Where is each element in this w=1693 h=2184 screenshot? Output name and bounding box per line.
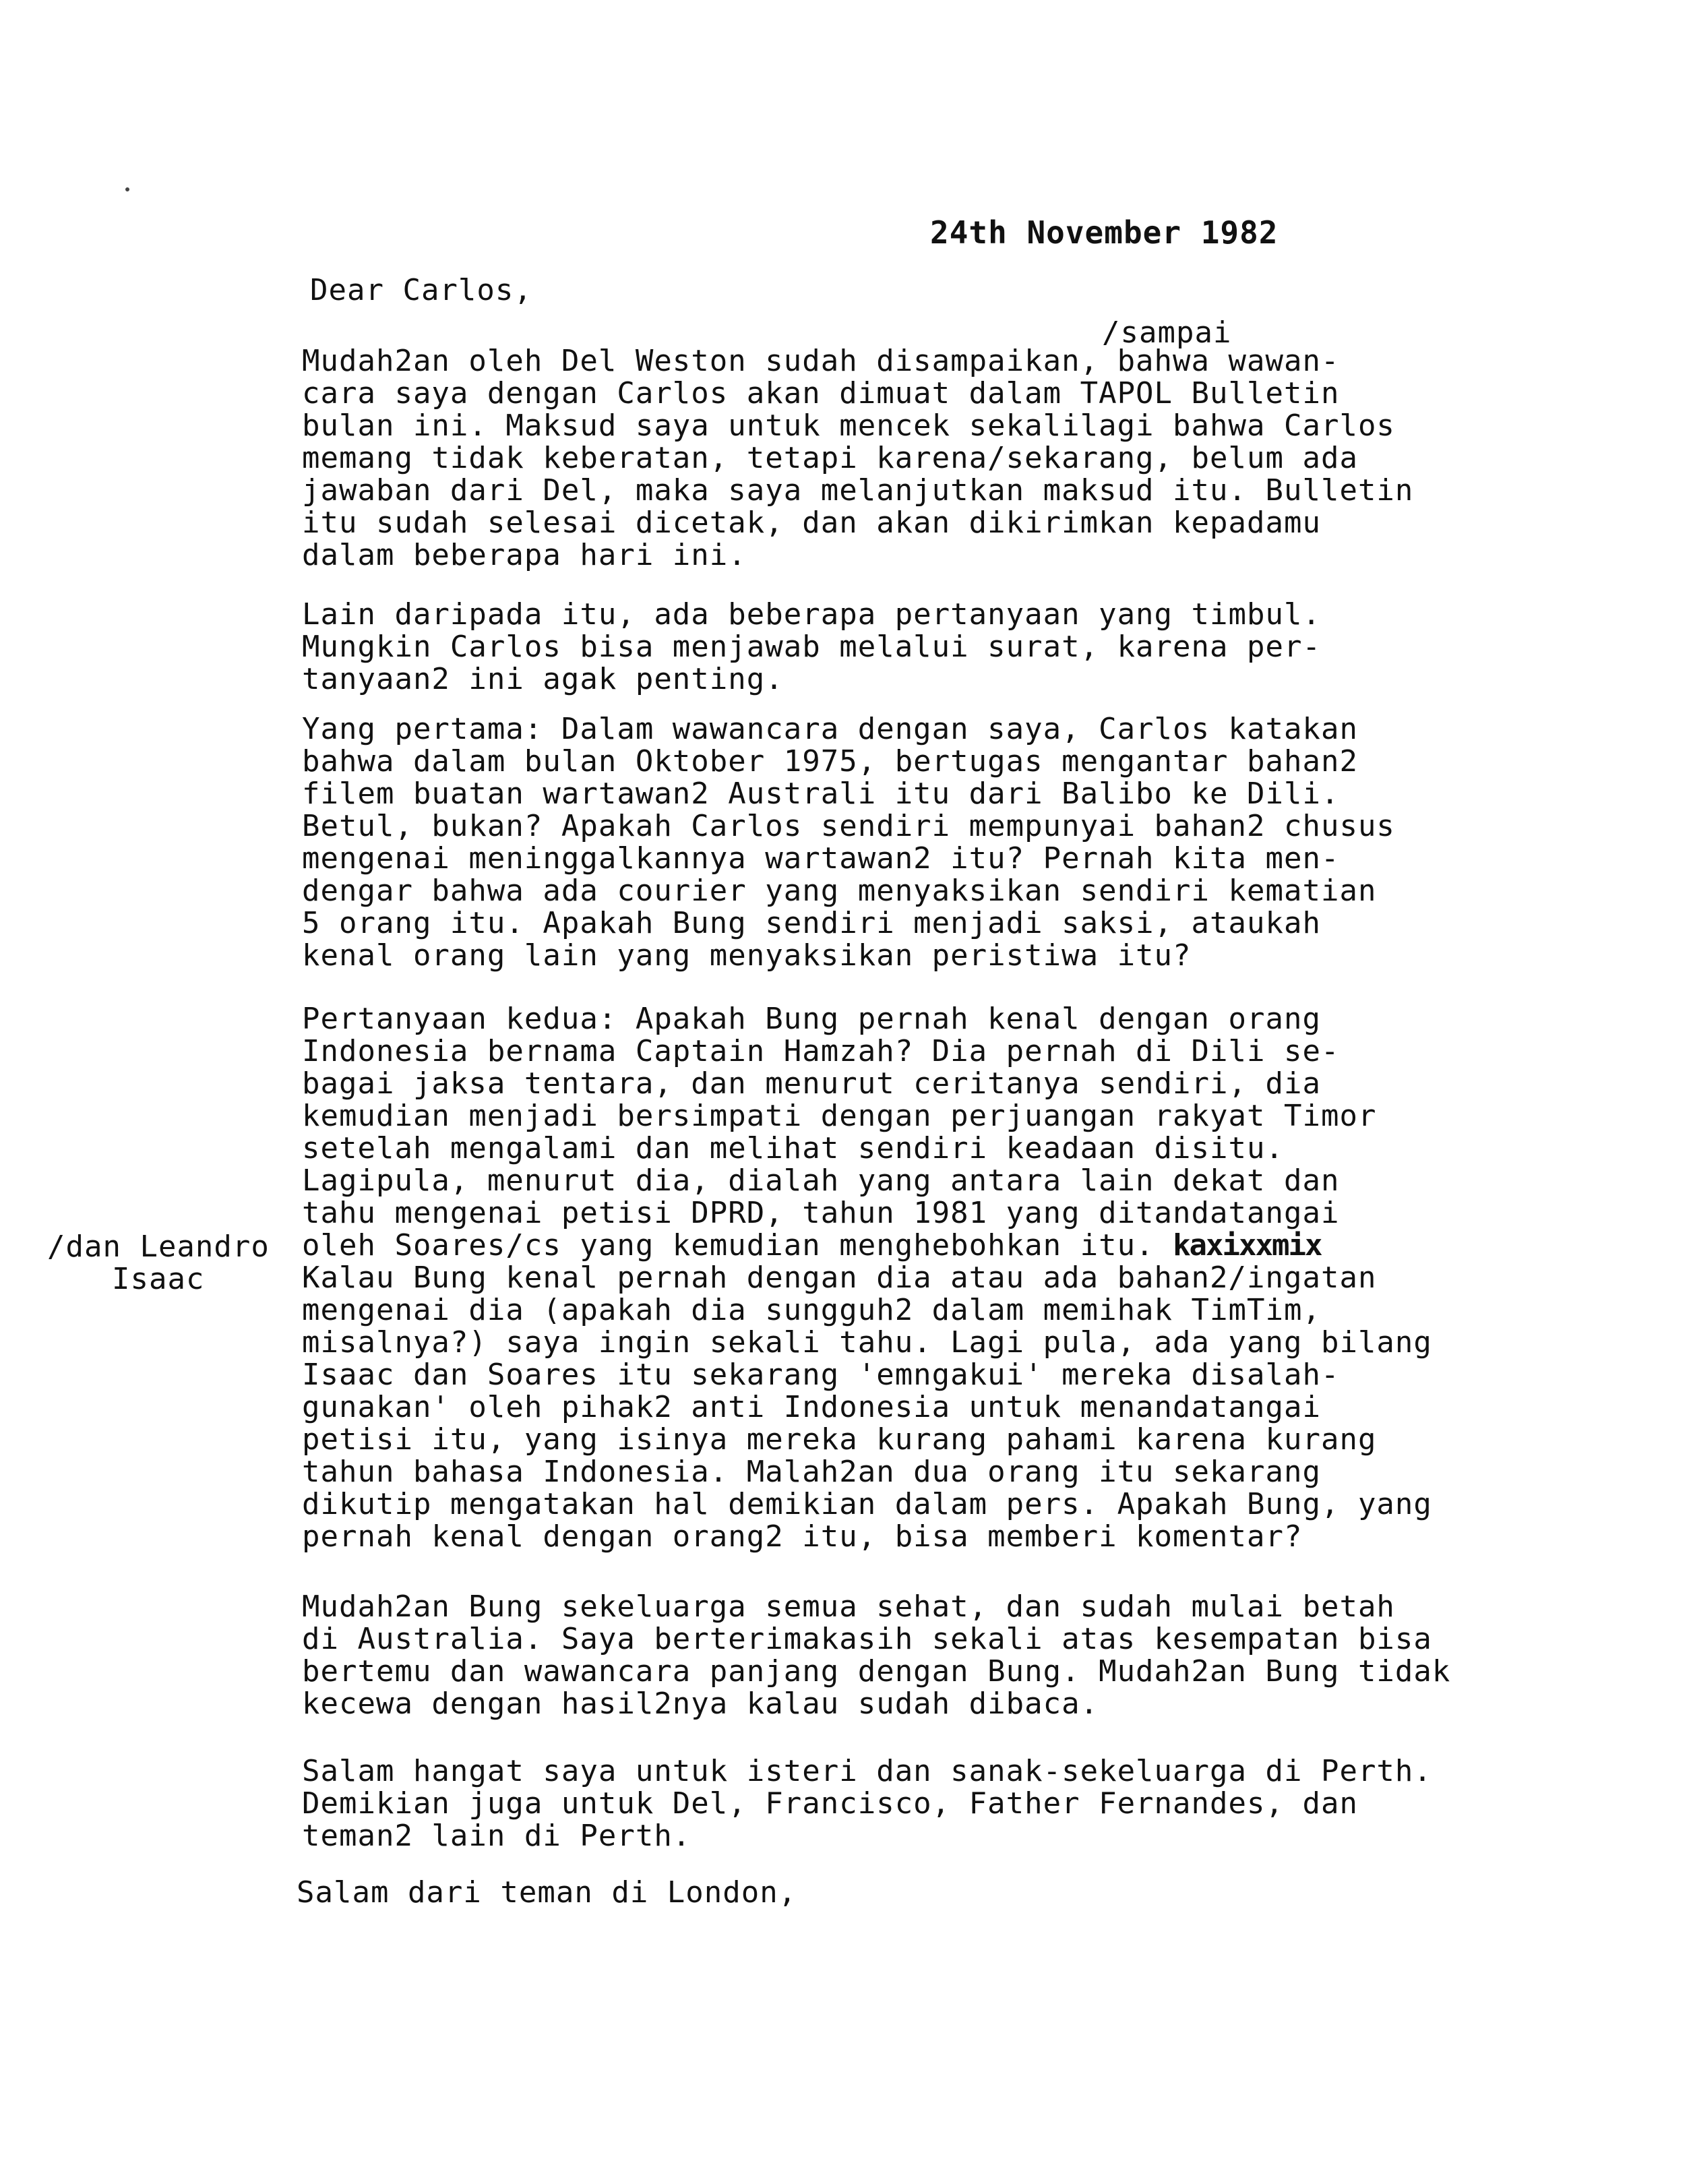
text-line: Indonesia bernama Captain Hamzah? Dia pernah di Dili se-	[302, 1034, 1340, 1068]
paragraph-3	[302, 713, 1636, 972]
text-line: cara saya dengan Carlos akan dimuat dalam TAPOL Bulletin	[302, 376, 1340, 411]
text-line: mengenai meninggalkannya wartawan2 itu? Pernah kita men-	[302, 841, 1340, 876]
margin-note-line: Isaac	[112, 1262, 205, 1296]
text-line: itu sudah selesai dicetak, dan akan dikirimkan kepadamu	[302, 506, 1321, 540]
letter-date: 24th November 1982	[930, 214, 1279, 251]
text-line: Demikian juga untuk Del, Francisco, Father Fernandes, dan	[302, 1786, 1358, 1821]
text-line: Lain daripada itu, ada beberapa pertanyaan yang timbul.	[302, 597, 1321, 632]
text-line: Pertanyaan kedua: Apakah Bung pernah kenal dengan orang	[302, 1002, 1321, 1036]
text-line: tahu mengenai petisi DPRD, tahun 1981 yang ditandatangai	[302, 1196, 1340, 1230]
handwritten-insertion: /sampai	[1102, 315, 1232, 350]
paragraph-4	[302, 1003, 1636, 1553]
text-line: Yang pertama: Dalam wawancara dengan saya, Carlos katakan	[302, 712, 1358, 746]
closing: Salam dari teman di London,	[297, 1875, 797, 1910]
text-line: di Australia. Saya berterimakasih sekali atas kesempatan bisa	[302, 1622, 1432, 1656]
text-line: dengar bahwa ada courier yang menyaksikan sendiri kematian	[302, 874, 1377, 908]
text-line-with-strikeover	[302, 1230, 1636, 1262]
text-line: Mungkin Carlos bisa menjawab melalui surat, karena per-	[302, 630, 1321, 664]
margin-note-line: /dan Leandro	[47, 1230, 270, 1264]
text-line: bagai jaksa tentara, dan menurut ceritanya sendiri, dia	[302, 1066, 1321, 1101]
margin-note	[47, 1231, 270, 1296]
text-segment: oleh Soares/cs yang kemudian menghebohkan itu.	[302, 1228, 1155, 1263]
text-line: Salam hangat saya untuk isteri dan sanak-sekeluarga di Perth.	[302, 1754, 1432, 1788]
text-line: dikutip mengatakan hal demikian dalam pers. Apakah Bung, yang	[302, 1487, 1432, 1521]
text-line: tahun bahasa Indonesia. Malah2an dua orang itu sekarang	[302, 1455, 1321, 1489]
paragraph-5	[302, 1591, 1636, 1720]
text-line: dalam beberapa hari ini.	[302, 538, 747, 572]
paragraph-6	[302, 1755, 1636, 1852]
text-line: gunakan' oleh pihak2 anti Indonesia untuk menandatangai	[302, 1390, 1321, 1424]
text-line: Lagipula, menurut dia, dialah yang antara lain dekat dan	[302, 1163, 1340, 1198]
text-line: petisi itu, yang isinya mereka kurang pahami karena kurang	[302, 1422, 1377, 1457]
text-line: kemudian menjadi bersimpati dengan perjuangan rakyat Timor	[302, 1099, 1377, 1133]
struck-over-text: kaxixxmix	[1173, 1228, 1322, 1263]
text-line: filem buatan wartawan2 Australi itu dari Balibo ke Dili.	[302, 777, 1340, 811]
text-line: Mudah2an oleh Del Weston sudah disampaikan, bahwa wawan-	[302, 344, 1340, 378]
text-line: kecewa dengan hasil2nya kalau sudah dibaca.	[302, 1687, 1099, 1721]
text-line: kenal orang lain yang menyaksikan peristiwa itu?	[302, 938, 1192, 973]
text-line: Isaac dan Soares itu sekarang 'emngakui' mereka disalah-	[302, 1358, 1340, 1392]
text-line: Mudah2an Bung sekeluarga semua sehat, dan sudah mulai betah	[302, 1589, 1395, 1624]
text-line: teman2 lain di Perth.	[302, 1819, 691, 1853]
text-line: mengenai dia (apakah dia sungguh2 dalam memihak TimTim,	[302, 1293, 1321, 1327]
text-line: bulan ini. Maksud saya untuk mencek sekalilagi bahwa Carlos	[302, 408, 1395, 443]
text-line: misalnya?) saya ingin sekali tahu. Lagi pula, ada yang bilang	[302, 1325, 1432, 1360]
text-line: 5 orang itu. Apakah Bung sendiri menjadi saksi, ataukah	[302, 906, 1321, 940]
text-line: jawaban dari Del, maka saya melanjutkan maksud itu. Bulletin	[302, 473, 1414, 508]
text-line: setelah mengalami dan melihat sendiri keadaan disitu.	[302, 1131, 1284, 1165]
text-line: Kalau Bung kenal pernah dengan dia atau ada bahan2/ingatan	[302, 1261, 1377, 1295]
text-line: bahwa dalam bulan Oktober 1975, bertugas mengantar bahan2	[302, 744, 1358, 779]
paragraph-2	[302, 599, 1636, 696]
text-line: bertemu dan wawancara panjang dengan Bung. Mudah2an Bung tidak	[302, 1654, 1451, 1689]
text-line: tanyaan2 ini agak penting.	[302, 662, 784, 696]
salutation: Dear Carlos,	[310, 273, 532, 307]
paragraph-1	[302, 345, 1636, 572]
text-line: pernah kenal dengan orang2 itu, bisa memberi komentar?	[302, 1519, 1303, 1554]
text-line: memang tidak keberatan, tetapi karena/sekarang, belum ada	[302, 441, 1358, 475]
page-speck	[125, 187, 130, 192]
text-line: Betul, bukan? Apakah Carlos sendiri mempunyai bahan2 chusus	[302, 809, 1395, 843]
